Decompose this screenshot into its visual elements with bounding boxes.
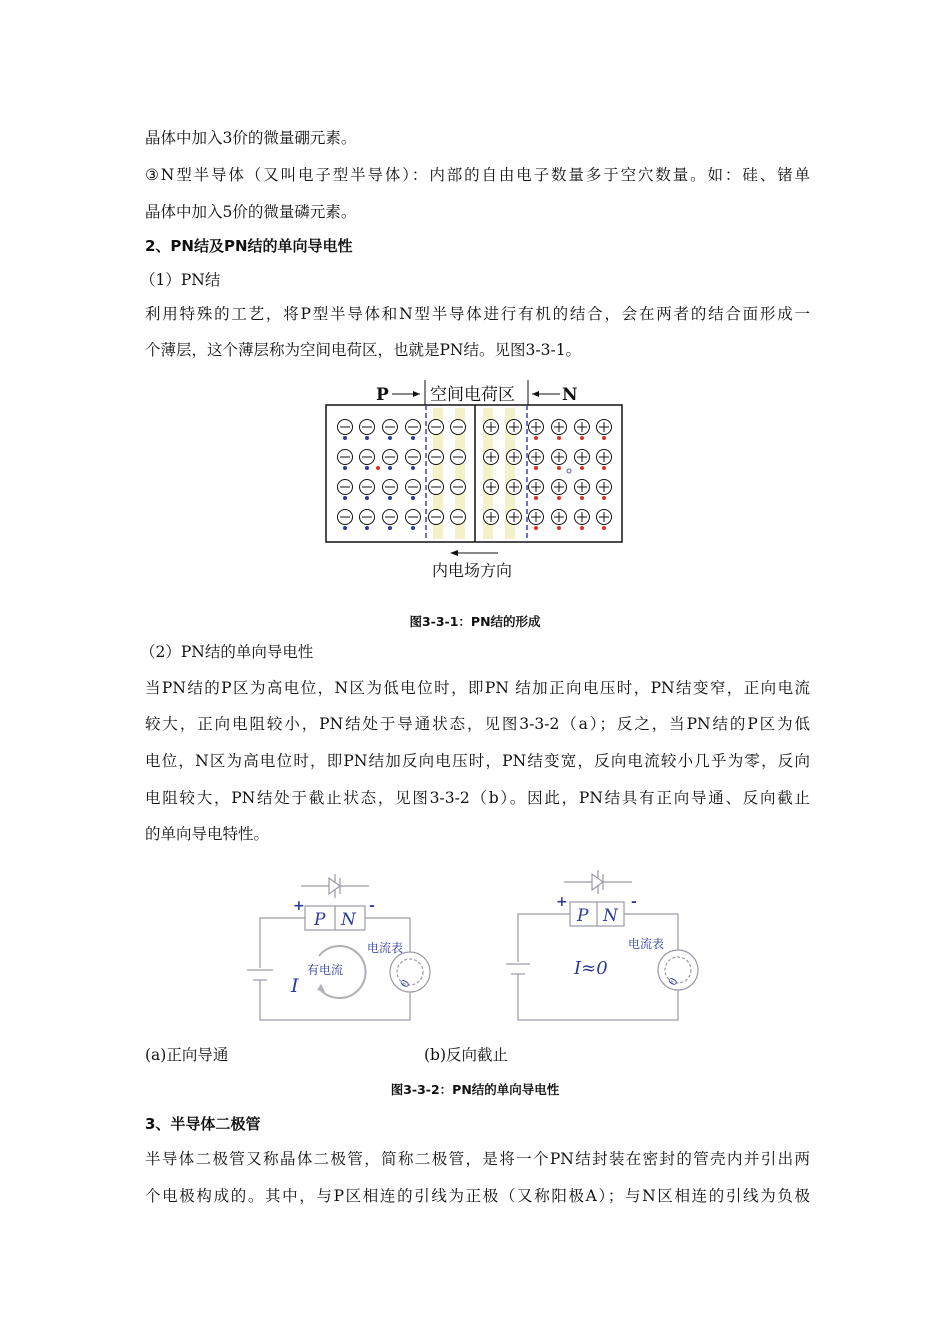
circuit-forward: [235, 868, 435, 1028]
hole-dot: [388, 466, 392, 470]
meter-zero: 0: [665, 975, 681, 988]
paragraph-line: 晶体中加入5价的微量磷元素。: [145, 203, 357, 221]
electron-dot: [580, 526, 584, 530]
paragraph-line: 晶体中加入3价的微量硼元素。: [145, 129, 357, 147]
hole-dot: [343, 526, 347, 530]
electron-dot: [557, 526, 561, 530]
current-symbol: I: [291, 975, 299, 997]
pn-junction-diagram: [320, 376, 630, 586]
minus-sign: -: [369, 898, 375, 914]
subsection-heading: （2）PN结的单向导电性: [140, 643, 314, 661]
subfigure-caption-a: (a)正向导通: [145, 1046, 229, 1064]
label-internal-field: 内电场方向: [432, 561, 513, 580]
meter-zero: 0: [397, 977, 413, 990]
electron-dot: [557, 496, 561, 500]
paragraph-line: 当PN结的P区为高电位，N区为低电位时，即PN 结加正向电压时，PN结变窄，正向电流: [145, 679, 810, 697]
electron-dot: [580, 496, 584, 500]
label-space-charge-region: 空间电荷区: [430, 385, 515, 405]
paragraph-line: 个薄层，这个薄层称为空间电荷区，也就是PN结。见图3-3-1。: [145, 341, 582, 359]
paragraph-line: 电位，N区为高电位时，即PN结加反向电压时，PN结变宽，反向电流较小几乎为零，反向: [145, 752, 810, 770]
subfigure-caption-b: (b)反向截止: [424, 1046, 509, 1064]
electron-dot: [602, 436, 606, 440]
electron-dot: [557, 466, 561, 470]
current-label: 有电流: [307, 963, 344, 977]
electron-dot: [602, 496, 606, 500]
electron-dot: [534, 436, 538, 440]
hole-dot: [343, 436, 347, 440]
hole-dot: [388, 496, 392, 500]
electron-dot: [602, 466, 606, 470]
hole-dot: [411, 466, 415, 470]
hole-dot: [365, 526, 369, 530]
section-heading: 3、半导体二极管: [145, 1115, 261, 1133]
electron-dot: [602, 526, 606, 530]
hole-dot: [365, 436, 369, 440]
circuit-reverse: [498, 862, 708, 1026]
hole-dot: [411, 526, 415, 530]
paragraph-line: 利用特殊的工艺，将P型半导体和N型半导体进行有机的结合，会在两者的结合面形成一: [145, 305, 810, 323]
hole-dot: [365, 466, 369, 470]
label-p: P: [577, 906, 589, 926]
hole-dot: [365, 496, 369, 500]
stray-carrier: [376, 466, 380, 470]
hole-dot: [411, 496, 415, 500]
minus-sign: -: [631, 894, 637, 910]
label-p: P: [376, 385, 389, 405]
label-n: N: [562, 385, 578, 405]
paragraph-line: 半导体二极管又称晶体二极管，简称二极管，是将一个PN结封装在密封的管壳内并引出两: [145, 1150, 810, 1168]
electron-dot: [580, 466, 584, 470]
hole-dot: [343, 496, 347, 500]
paragraph-line: 个电极构成的。其中，与P区相连的引线为正极（又称阳极A）；与N区相连的引线为负极: [145, 1187, 810, 1205]
label-p: P: [314, 910, 326, 930]
paragraph-line: 电阻较大，PN结处于截止状态，见图3-3-2（b）。因此，PN结具有正向导通、反向截止: [145, 789, 810, 807]
paragraph-line: 较大，正向电阻较小，PN结处于导通状态，见图3-3-2（a）；反之，当PN结的P区为低: [145, 715, 810, 733]
label-n: N: [341, 910, 356, 930]
paragraph-line: 的单向导电特性。: [145, 825, 270, 843]
subsection-heading: （1）PN结: [140, 271, 221, 289]
label-n: N: [603, 906, 618, 926]
current-symbol: I≈0: [574, 958, 608, 979]
paragraph-line: ③N型半导体（又叫电子型半导体）：内部的自由电子数量多于空穴数量。如：硅、锗单: [145, 166, 810, 184]
hole-dot: [343, 466, 347, 470]
electron-dot: [580, 436, 584, 440]
electron-dot: [534, 496, 538, 500]
electron-dot: [534, 526, 538, 530]
plus-sign: +: [293, 898, 305, 914]
figure-caption: 图3-3-1：PN结的形成: [409, 614, 541, 629]
hole-dot: [388, 526, 392, 530]
section-heading: 2、PN结及PN结的单向导电性: [145, 237, 353, 255]
ammeter-label: 电流表: [628, 937, 665, 951]
plus-sign: +: [556, 894, 568, 910]
electron-dot: [557, 436, 561, 440]
electron-dot: [534, 466, 538, 470]
figure-caption: 图3-3-2：PN结的单向导电性: [390, 1082, 560, 1097]
hole-dot: [388, 436, 392, 440]
ammeter-label: 电流表: [367, 941, 404, 955]
hole-dot: [411, 436, 415, 440]
